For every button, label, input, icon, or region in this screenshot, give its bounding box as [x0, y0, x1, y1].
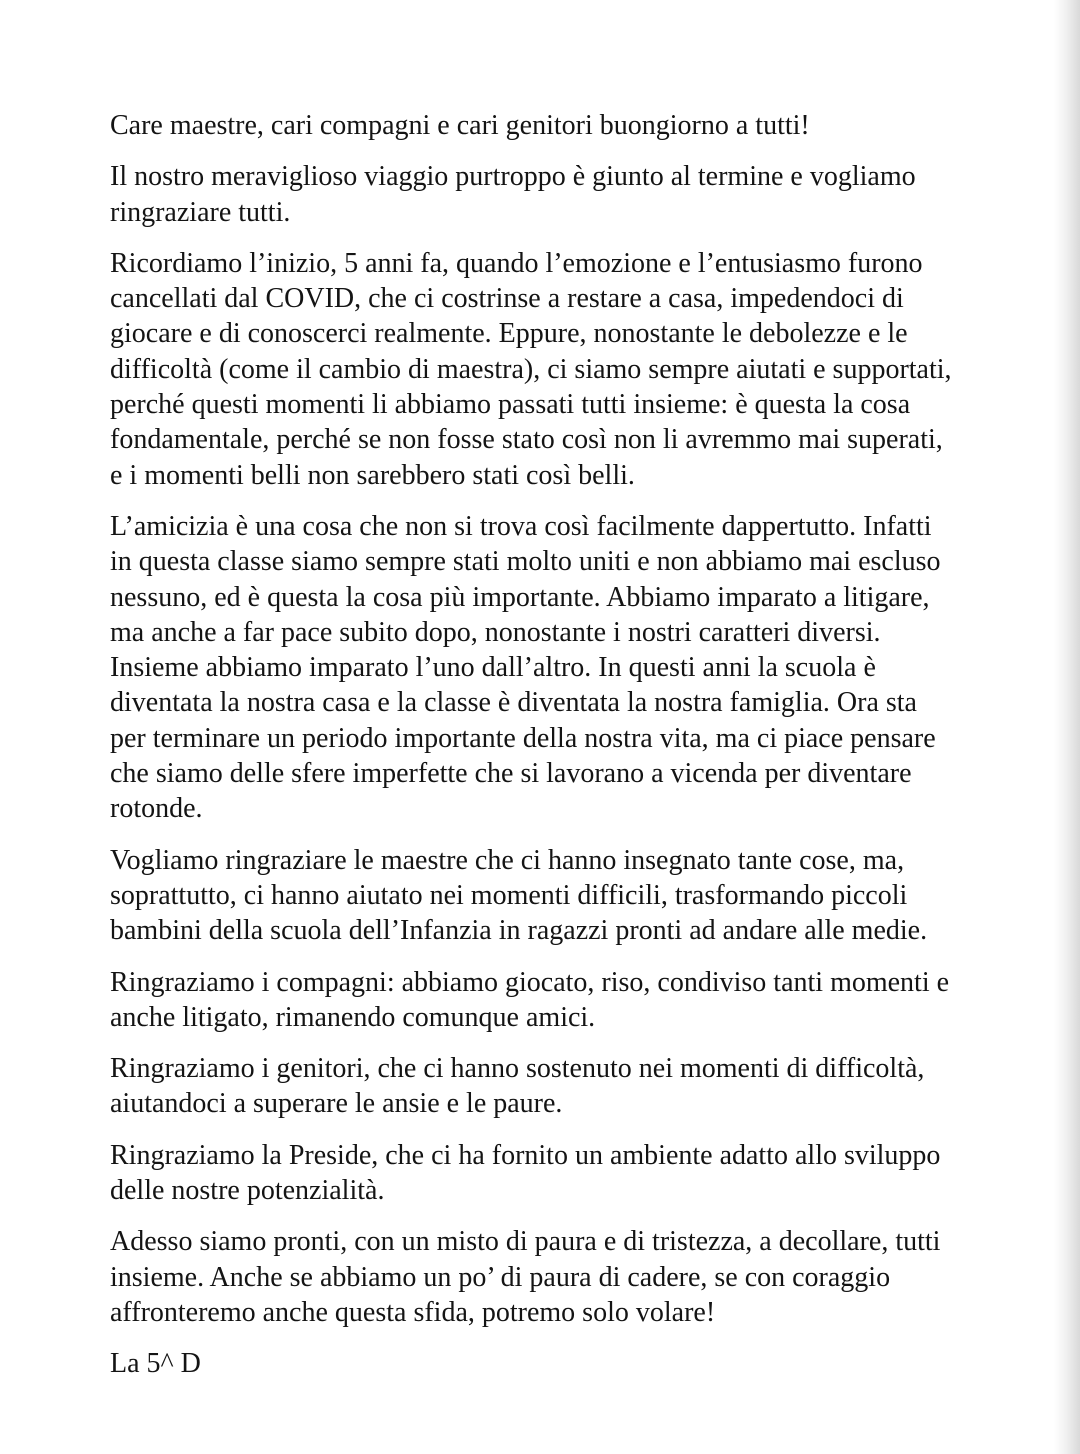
intro-paragraph: Il nostro meraviglioso viaggio purtroppo è giunto al termine e vogliamo ringraziare tutti. — [110, 161, 916, 228]
closing-paragraph: Adesso siamo pronti, con un misto di paura e di tristezza, a decollare, tutti insieme. Anche se abbiamo un po’ di paura di cadere, se con coraggio affronteremo anche questa sfida, potremo solo volare! — [110, 1226, 941, 1328]
greeting-paragraph: Care maestre, cari compagni e cari genitori buongiorno a tutti! — [110, 110, 810, 141]
thanks-parents-paragraph: Ringraziamo i genitori, che ci hanno sostenuto nei momenti di difficoltà, aiutandoci a superare le ansie e le paure. — [110, 1053, 925, 1120]
signature: La 5^ D — [110, 1348, 201, 1380]
thanks-classmates-paragraph: Ringraziamo i compagni: abbiamo giocato, riso, condiviso tanti momenti e anche litigato, rimanendo comunque amici. — [110, 966, 950, 1033]
letter-body — [110, 108, 990, 1398]
memories-paragraph: Ricordiamo l’inizio, 5 anni fa, quando l’emozione e l’entusiasmo furono cancellati dal COVID, che ci costrinse a restare a casa, impedendoci di giocare e di conoscerci realmente. Eppure, nonostante le debolezze e le difficoltà (come il cambio di maestra), ci siamo sempre aiutati e supportati, perché questi momenti li abbiamo passati tutti insieme: è questa la cosa fondamentale, perché se non fosse stato così non li avremmo mai superati, e i momenti belli non sarebbero stati così belli. — [110, 247, 952, 491]
friendship-paragraph: L’amicizia è una cosa che non si trova così facilmente dappertutto. Infatti in questa classe siamo sempre stati molto uniti e non abbiamo mai escluso nessuno, ed è questa la cosa più importante. Abbiamo imparato a litigare, ma anche a far pace subito dopo, nonostante i nostri caratteri diversi. Insieme abbiamo imparato l’uno dall’altro. In questi anni la scuola è diventata la nostra casa e la classe è diventata la nostra famiglia. Ora sta per terminare un periodo importante della nostra vita, ma ci piace pensare che siamo delle sfere imperfette che si lavorano a vicenda per diventare rotonde. — [110, 510, 941, 825]
page-edge-shadow — [1054, 0, 1080, 1454]
thanks-teachers-paragraph: Vogliamo ringraziare le maestre che ci hanno insegnato tante cose, ma, soprattutto, ci hanno aiutato nei momenti difficili, trasformando piccoli bambini della scuola dell’Infanzia in ragazzi pronti ad andare alle medie. — [110, 844, 928, 947]
thanks-principal-paragraph: Ringraziamo la Preside, che ci ha fornito un ambiente adatto allo sviluppo delle nostre potenzialità. — [110, 1139, 941, 1207]
